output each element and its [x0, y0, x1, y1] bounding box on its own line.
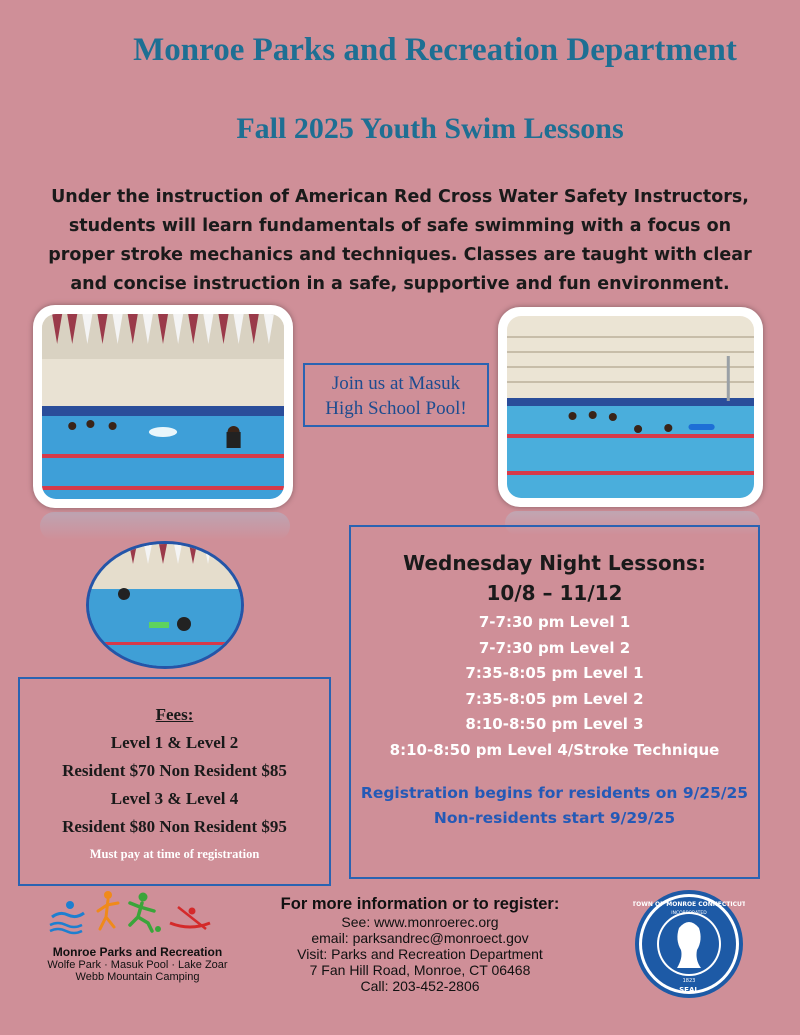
time-slot: 7:35-8:05 pm Level 2 [465, 689, 644, 708]
svg-text:INCORPORATED: INCORPORATED [671, 911, 707, 916]
contact-visit: Visit: Parks and Recreation Department [297, 946, 543, 962]
time-slot: 8:10-8:50 pm Level 3 [465, 715, 644, 733]
contact-website[interactable]: See: www.monroerec.org [341, 914, 499, 930]
department-title: Monroe Parks and Recreation Department [133, 32, 737, 68]
intro-line: proper stroke mechanics and techniques. Classes are taught with clear [48, 245, 752, 265]
intro-paragraph [40, 183, 760, 299]
contact-heading: For more information or to register: [280, 895, 560, 913]
contact-address: 7 Fan Hill Road, Monroe, CT 06468 [309, 962, 531, 978]
schedule-box [349, 525, 760, 879]
logo-icons-art [30, 885, 245, 943]
callout-line: Join us at Masuk [331, 373, 461, 394]
runner-icon [98, 891, 118, 929]
logo-icons [30, 885, 245, 943]
contact-info [250, 895, 590, 994]
fees-heading: Fees: [155, 705, 194, 724]
logo-sub: Webb Mountain Camping [75, 971, 200, 983]
pool-photo-oval-image [89, 544, 241, 666]
registration-line: Registration begins for residents on 9/25/25 [360, 784, 749, 802]
schedule-slots [351, 610, 758, 763]
pool-photo-right [498, 307, 763, 507]
fee-line: Level 3 & Level 4 [110, 789, 239, 808]
parks-rec-logo [30, 885, 245, 995]
program-title: Fall 2025 Youth Swim Lessons [236, 112, 624, 145]
time-slot: 7-7:30 pm Level 1 [478, 613, 631, 631]
swimmer-icon [50, 901, 84, 933]
intro-line: students will learn fundamentals of safe swimming with a focus on [68, 216, 732, 236]
location-callout [303, 363, 489, 427]
registration-info [351, 781, 758, 831]
schedule-dates: 10/8 – 11/12 [486, 581, 623, 605]
fees-box [18, 677, 331, 886]
fee-line: Resident $80 Non Resident $95 [62, 817, 287, 836]
time-slot: 8:10-8:50 pm Level 4/Stroke Technique [389, 740, 720, 759]
intro-line: Under the instruction of American Red Cross Water Safety Instructors, [51, 187, 749, 207]
svg-text:SEAL: SEAL [679, 986, 699, 994]
pool-photo-oval [86, 541, 244, 669]
time-slot: 7:35-8:05 pm Level 1 [465, 664, 644, 682]
photo-reflection-left [40, 512, 290, 540]
registration-line: Non-residents start 9/29/25 [433, 809, 676, 827]
time-slot: 7-7:30 pm Level 2 [478, 638, 631, 657]
town-seal-icon [633, 888, 745, 1000]
fee-line: Level 1 & Level 2 [110, 733, 239, 752]
kayak-icon [170, 907, 210, 929]
schedule-heading: Wednesday Night Lessons: [403, 551, 706, 575]
contact-email[interactable]: email: parksandrec@monroect.gov [311, 930, 529, 946]
contact-phone: Call: 203-452-2806 [360, 978, 480, 994]
pool-photo-left-image [42, 314, 284, 499]
intro-line: and concise instruction in a safe, supportive and fun environment. [70, 274, 730, 294]
svg-text:TOWN OF MONROE CONNECTICUT: TOWN OF MONROE CONNECTICUT [633, 901, 745, 908]
pool-photo-right-image [507, 316, 754, 498]
logo-name: Monroe Parks and Recreation [52, 945, 223, 959]
pool-photo-left [33, 305, 293, 508]
fees-note: Must pay at time of registration [89, 847, 260, 861]
town-seal [633, 888, 745, 1000]
fee-line: Resident $70 Non Resident $85 [62, 761, 287, 780]
logo-sub: Wolfe Park · Masuk Pool · Lake Zoar [47, 959, 228, 971]
soccer-player-icon [130, 893, 161, 933]
callout-line: High School Pool! [325, 398, 467, 419]
svg-text:1823: 1823 [682, 978, 696, 984]
